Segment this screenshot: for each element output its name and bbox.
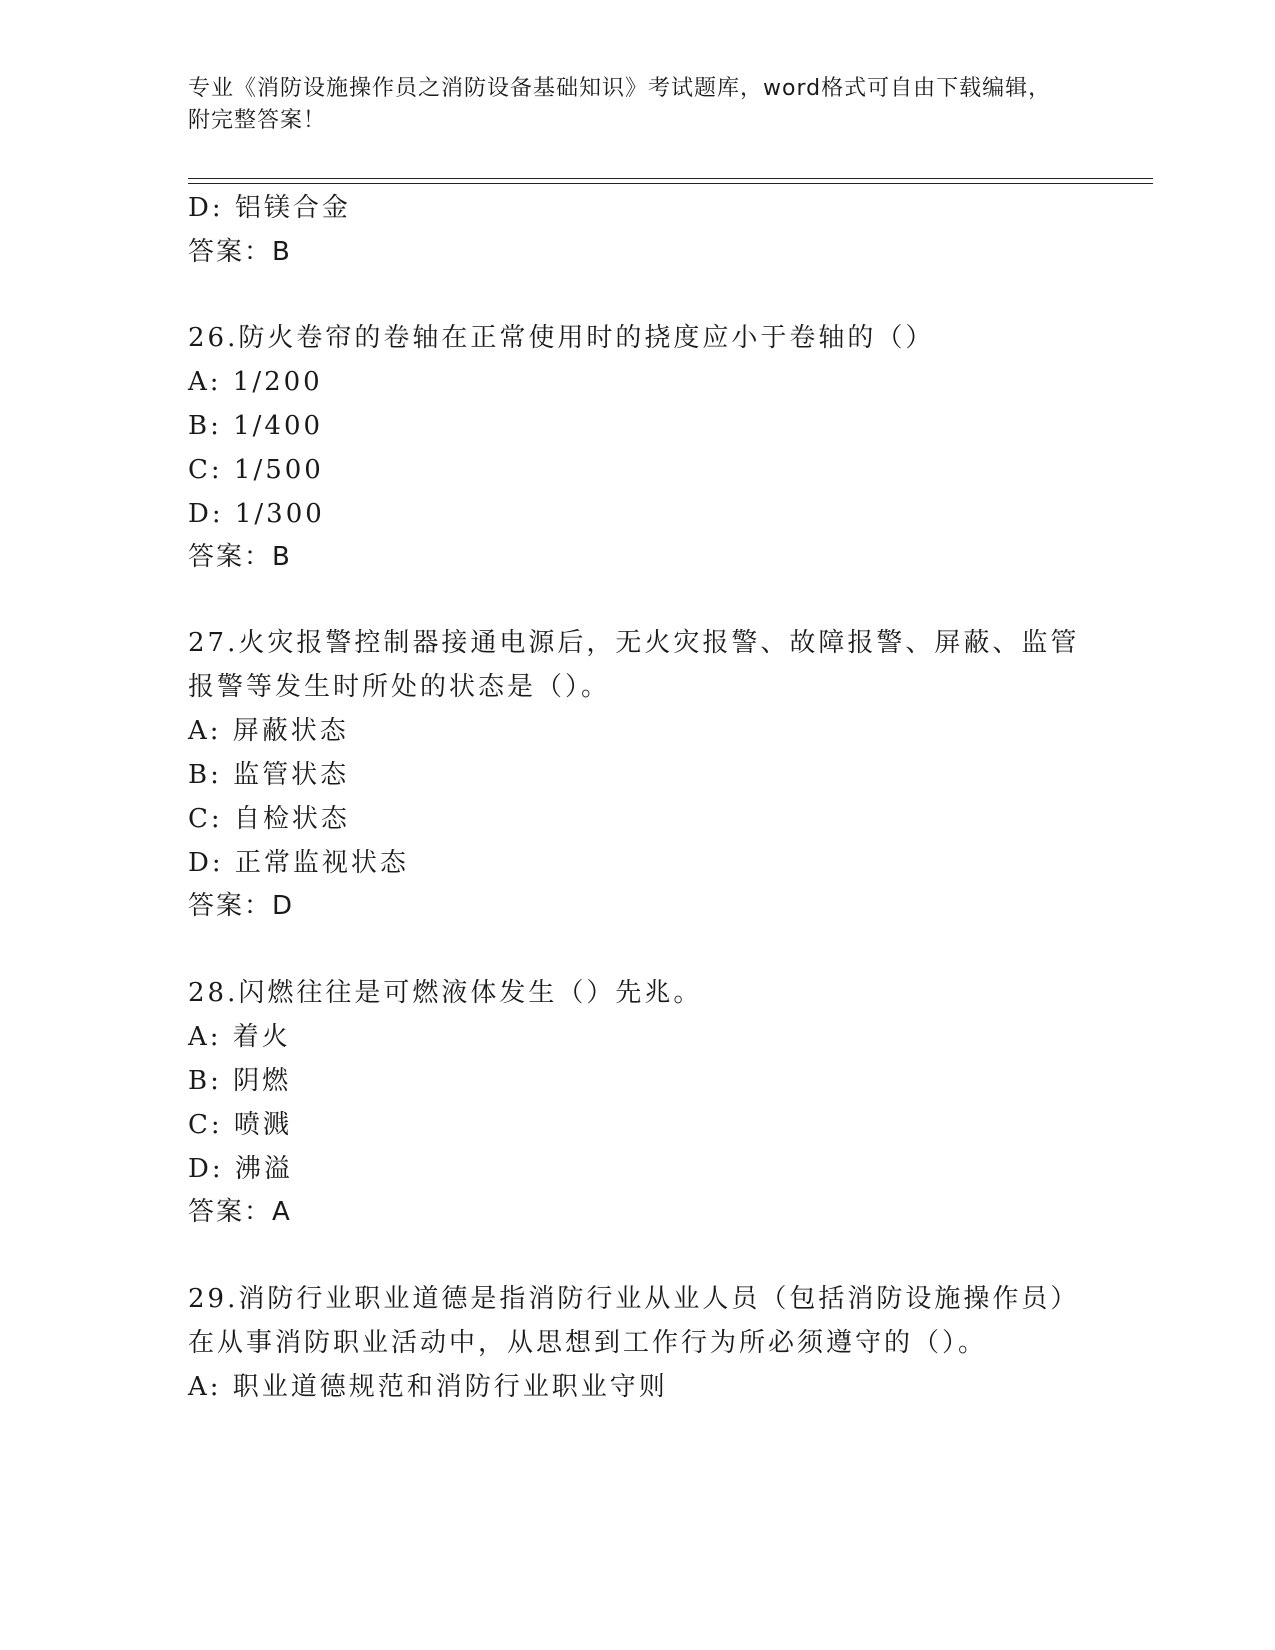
question-26-option-c: C: 1/500 <box>188 455 324 485</box>
question-28-option-a: A: 着火 <box>188 1022 291 1052</box>
question-26-option-d: D: 1/300 <box>188 499 325 529</box>
question-28-answer: 答案：A <box>188 1197 292 1227</box>
question-29-option-a: A: 职业道德规范和消防行业职业守则 <box>188 1372 668 1402</box>
question-27-option-c: C: 自检状态 <box>188 804 350 834</box>
question-27-option-d: D: 正常监视状态 <box>188 848 409 878</box>
document-header: 专业《消防设施操作员之消防设备基础知识》考试题库，word格式可自由下载编辑，附完整答案！ <box>188 76 1052 133</box>
question-27-stem-line-1: 27.火灾报警控制器接通电源后，无火灾报警、故障报警、屏蔽、监管 <box>188 628 1080 658</box>
question-28-option-b: B: 阴燃 <box>188 1066 292 1096</box>
question-29-stem-line-1: 29.消防行业职业道德是指消防行业从业人员（包括消防设施操作员） <box>188 1284 1080 1314</box>
question-27-option-a: A: 屏蔽状态 <box>188 716 349 746</box>
question-28-stem: 28.闪燃往往是可燃液体发生（）先兆。 <box>188 978 703 1008</box>
question-28-option-c: C: 喷溅 <box>188 1110 292 1140</box>
question-28-option-d: D: 沸溢 <box>188 1154 293 1184</box>
question-26-answer: 答案：B <box>188 542 292 572</box>
question-27-answer: 答案：D <box>188 891 295 921</box>
header-divider-top <box>188 178 1153 179</box>
question-29-stem-line-2: 在从事消防职业活动中，从思想到工作行为所必须遵守的（）。 <box>188 1328 988 1358</box>
question-26-stem: 26.防火卷帘的卷轴在正常使用时的挠度应小于卷轴的（） <box>188 323 935 353</box>
prev-option-d: D: 铝镁合金 <box>188 193 351 223</box>
question-26-option-b: B: 1/400 <box>188 411 324 441</box>
question-27-stem-line-2: 报警等发生时所处的状态是（）。 <box>188 672 611 702</box>
header-divider-bottom <box>188 183 1153 184</box>
question-27-option-b: B: 监管状态 <box>188 760 350 790</box>
question-26-option-a: A: 1/200 <box>188 367 323 397</box>
prev-answer: 答案：B <box>188 237 292 267</box>
